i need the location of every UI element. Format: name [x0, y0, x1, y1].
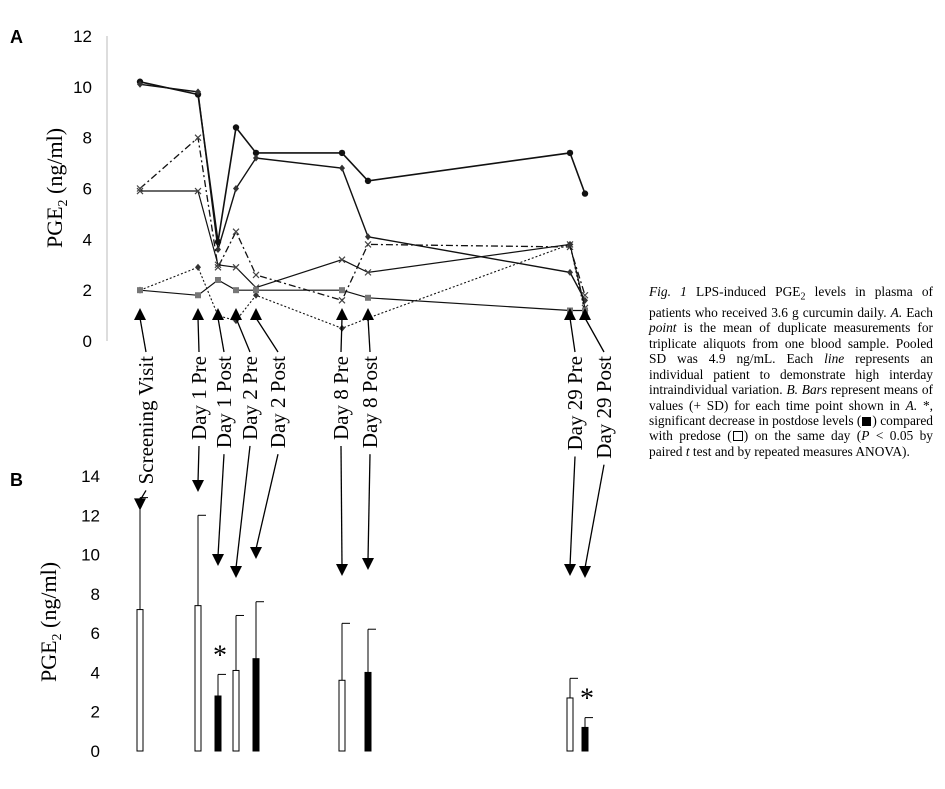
arrow-head [134, 308, 146, 320]
data-point [195, 292, 201, 298]
postdose-bar [582, 727, 588, 751]
arrow-line [256, 454, 278, 549]
arrow-line [236, 318, 250, 352]
data-point [137, 287, 143, 293]
data-point [339, 257, 345, 263]
a-y-tick-label: 10 [73, 77, 92, 97]
arrow-head [336, 564, 348, 576]
arrow-head [212, 308, 224, 320]
predose-bar [137, 610, 143, 751]
predose-bar [195, 606, 201, 751]
b-y-tick-label: 14 [81, 467, 100, 486]
arrow-head [362, 558, 374, 570]
arrow-line [256, 318, 278, 352]
a-y-tick-label: 6 [82, 179, 92, 199]
arrow-head [212, 554, 224, 566]
panel-a-label: A [10, 27, 23, 47]
data-point [365, 295, 371, 301]
panel-b-bar-chart [81, 467, 594, 761]
data-point [339, 150, 345, 156]
arrow-line [218, 318, 224, 352]
data-point [339, 287, 345, 293]
data-point [567, 269, 573, 276]
timepoint-label: Day 8 Pre [329, 356, 353, 440]
postdose-bar [253, 659, 259, 751]
panel-b-label: B [10, 470, 23, 490]
postdose-bar [215, 696, 221, 751]
b-y-tick-label: 2 [90, 702, 100, 722]
b-y-tick-label: 6 [90, 624, 100, 644]
patient-series-line [140, 84, 585, 300]
data-point [253, 287, 259, 293]
b-y-tick-label: 8 [90, 584, 100, 604]
figure-caption: Fig. 1 LPS-induced $PGE_2$ levels in plasma of patients who received 3.6 g curcumin daily. A. Each point is the mean of duplicate measurements for triplicate aliquots from one blood sample. Pooled SD was 4.9 ng/mL. Each line represents an individual patient to demonstrate high interday intraindividual variation. B. Bars represent means of values (+ SD) for each time point shown in A. *, significant decrease in postdose levels ( ) compared with predose ( ) on the same day (P < 0.05 by paired t test and by repeated measures ANOVA). [649, 284, 934, 459]
a-y-tick-label: 8 [82, 128, 92, 148]
panel-a-line-chart [73, 27, 588, 351]
arrow-line [198, 318, 199, 352]
arrow-line [368, 318, 370, 352]
arrow-line [236, 446, 250, 568]
arrow-head [230, 566, 242, 578]
a-y-tick-label: 12 [73, 27, 92, 46]
b-y-tick-label: 4 [90, 663, 100, 683]
arrow-line [218, 454, 224, 556]
arrow-head [192, 308, 204, 320]
y-axis-label-b: $PGE_2$ (ng/ml) [36, 561, 65, 683]
open-square-icon [733, 431, 743, 441]
patient-series-line [140, 280, 585, 311]
arrow-line [368, 454, 370, 560]
significance-marker: * [213, 640, 227, 672]
timepoint-label: Screening Visit [134, 356, 158, 485]
predose-bar [233, 670, 239, 751]
a-y-tick-label: 4 [82, 230, 92, 250]
data-point [339, 165, 345, 172]
arrow-head [134, 498, 146, 510]
timepoint-labels [134, 308, 616, 578]
patient-series-line [140, 191, 585, 308]
significance-marker: * [580, 683, 594, 715]
predose-bar [567, 698, 573, 751]
data-point [339, 297, 345, 303]
arrow-line [585, 465, 604, 568]
timepoint-label: Day 2 Post [266, 356, 290, 449]
data-point [582, 190, 588, 196]
b-y-tick-label: 12 [81, 506, 100, 526]
arrow-head [579, 308, 591, 320]
arrow-head [250, 547, 262, 559]
arrow-head [579, 566, 591, 578]
data-point [365, 241, 371, 247]
timepoint-label: Day 29 Pre [563, 356, 587, 451]
data-point [195, 264, 201, 271]
timepoint-label: Day 8 Post [358, 356, 382, 449]
arrow-line [341, 318, 342, 352]
arrow-head [230, 308, 242, 320]
data-point [233, 287, 239, 293]
b-y-tick-label: 10 [81, 545, 100, 565]
arrow-line [140, 318, 146, 352]
arrow-head [362, 308, 374, 320]
data-point [365, 178, 371, 184]
data-point [253, 272, 259, 278]
arrow-line [585, 318, 604, 352]
arrow-head [192, 480, 204, 492]
b-y-tick-label: 0 [90, 742, 100, 761]
arrow-line [570, 318, 575, 352]
a-y-tick-label: 2 [82, 281, 92, 301]
arrow-head [564, 564, 576, 576]
data-point [233, 229, 239, 235]
data-point [233, 124, 239, 130]
arrow-line [341, 446, 342, 566]
arrow-line [570, 456, 575, 566]
filled-square-icon [862, 417, 871, 426]
a-y-tick-label: 0 [82, 332, 92, 351]
arrow-head [336, 308, 348, 320]
timepoint-label: Day 1 Pre [187, 356, 211, 440]
postdose-bar [365, 672, 371, 751]
patient-series-line [140, 244, 585, 328]
predose-bar [339, 680, 345, 751]
timepoint-label: Day 29 Post [592, 356, 616, 459]
timepoint-label: Day 2 Pre [238, 356, 262, 440]
arrow-head [250, 308, 262, 320]
y-axis-label-a: $PGE_2$ (ng/ml) [42, 127, 71, 249]
data-point [567, 150, 573, 156]
data-point [365, 233, 371, 240]
arrow-line [198, 446, 199, 482]
timepoint-label: Day 1 Post [212, 356, 236, 449]
data-point [215, 277, 221, 283]
